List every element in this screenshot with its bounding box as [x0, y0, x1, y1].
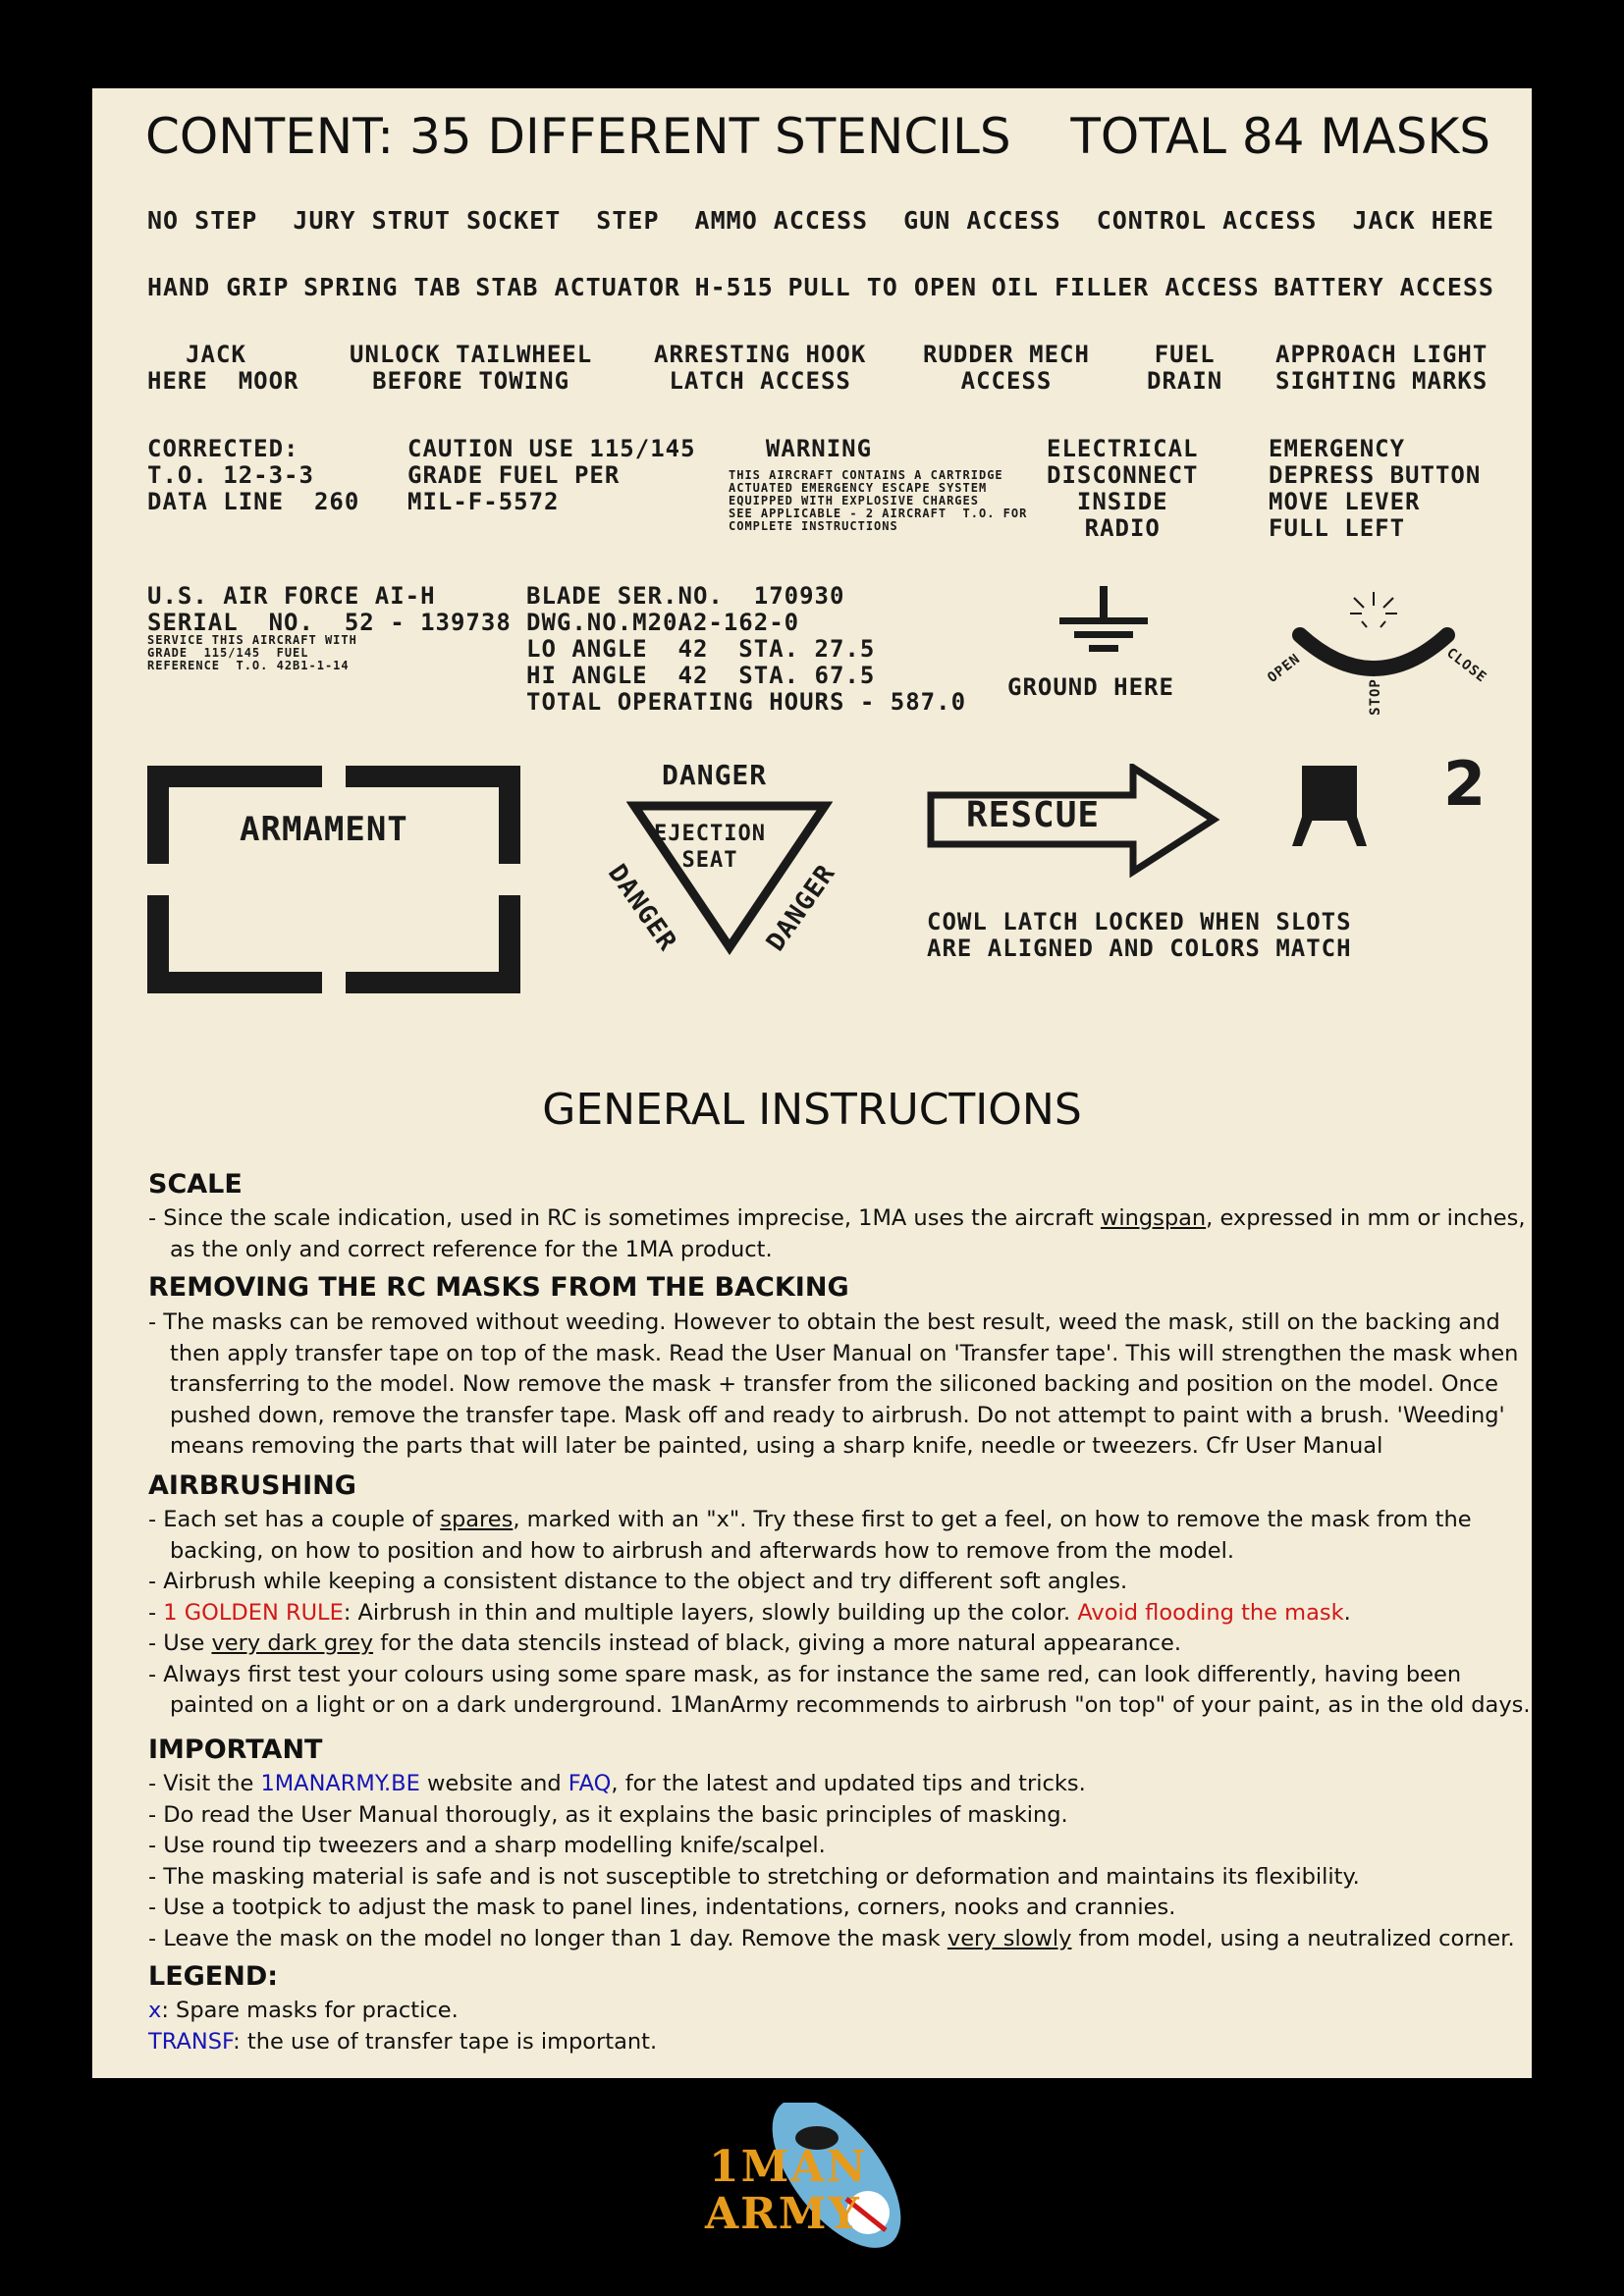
stencil-label: H-515 — [694, 273, 774, 301]
stencil-corrected: CORRECTED: T.O. 12-3-3 DATA LINE 260 — [147, 435, 360, 515]
stencil-danger-left: DANGER — [602, 859, 682, 957]
stencil-caution: CAUTION USE 115/145 GRADE FUEL PER MIL-F-5572 — [407, 435, 696, 515]
stencil-number: 2 — [1443, 748, 1487, 820]
list-item: - Always first test your colours using some spare mask, as for instance the same red, can look differently, having been painted on a light or on a dark underground. 1ManArmy recommends to airbrush "on top" of your paint, as in the old days. — [148, 1661, 1531, 1718]
stencil-rescue: RESCUE — [966, 795, 1101, 835]
stencil-electrical-disconnect: ELECTRICAL DISCONNECT INSIDE RADIO — [1047, 435, 1199, 542]
legend-list — [148, 1996, 1533, 2057]
important-list — [148, 1769, 1533, 1954]
stencil-label: BATTERY ACCESS — [1273, 273, 1494, 301]
stencil-label: NO STEP — [147, 206, 258, 235]
airbrushing-list — [148, 1505, 1533, 1722]
airbrushing-heading: AIRBRUSHING — [148, 1470, 356, 1501]
website-link[interactable]: 1MANARMY.BE — [260, 1771, 420, 1796]
ground-symbol-icon — [1050, 584, 1158, 663]
logo-line-2: ARMY — [705, 2189, 861, 2239]
general-instructions-title: GENERAL INSTRUCTIONS — [542, 1085, 1082, 1135]
list-item: - Use round tip tweezers and a sharp modelling knife/scalpel. — [148, 1833, 826, 1858]
stencil-arresting-hook: ARRESTING HOOK LATCH ACCESS — [654, 341, 867, 395]
stencil-label: SPRING TAB — [303, 273, 461, 301]
stencil-open: OPEN — [1265, 651, 1304, 686]
stencil-danger-top: DANGER — [662, 759, 768, 791]
stencil-label: JACK HERE — [1352, 206, 1494, 235]
legend-heading: LEGEND: — [148, 1961, 279, 1992]
list-item: - Airbrush while keeping a consistent distance to the object and try different soft angles. — [148, 1569, 1128, 1594]
scale-paragraph: - Since the scale indication, used in RC is sometimes imprecise, 1MA uses the aircraft wingspan, expressed in mm or inches, as the only and correct reference for the 1MA product. — [148, 1205, 1526, 1262]
stencil-label: HAND GRIP — [147, 273, 290, 301]
brand-logo — [699, 2103, 935, 2260]
stencil-close: CLOSE — [1443, 645, 1490, 686]
stencil-here-moor: HERE MOOR — [147, 367, 299, 395]
stencil-label: AMMO ACCESS — [694, 206, 869, 235]
list-item: - 1 GOLDEN RULE: Airbrush in thin and multiple layers, slowly building up the color. Avoid flooding the mask. — [148, 1599, 1351, 1626]
stencil-label: STAB ACTUATOR — [475, 273, 680, 301]
stencil-rudder-mech: RUDDER MECH ACCESS — [923, 341, 1090, 395]
list-item: - Do read the User Manual thorougly, as it explains the basic principles of masking. — [148, 1801, 1068, 1828]
stencil-ground-here: GROUND HERE — [1007, 673, 1174, 701]
stencil-label: JURY STRUT SOCKET — [293, 206, 562, 235]
stencil-label: STEP — [596, 206, 660, 235]
stencil-label: OIL FILLER ACCESS — [991, 273, 1260, 301]
stencil-emergency: EMERGENCY DEPRESS BUTTON MOVE LEVER FULL LEFT — [1269, 435, 1482, 542]
stencil-usaf-serial: U.S. AIR FORCE AI-H SERIAL NO. 52 - 139738 — [147, 582, 512, 636]
stencil-warning-body: THIS AIRCRAFT CONTAINS A CARTRIDGE ACTUATED EMERGENCY ESCAPE SYSTEM EQUIPPED WITH EXPLOSIVE CHARGES SEE APPLICABLE - 2 AIRCRAFT T.O. FOR COMPLETE INSTRUCTIONS — [729, 468, 1028, 533]
stencil-usaf-small: SERVICE THIS AIRCRAFT WITH GRADE 115/145 FUEL REFERENCE T.O. 42B1-1-14 — [147, 633, 357, 672]
stencil-label: PULL TO OPEN — [787, 273, 978, 301]
seat-symbol-icon — [1292, 764, 1367, 848]
stencil-jack: JACK — [186, 341, 246, 368]
stencil-label: CONTROL ACCESS — [1096, 206, 1318, 235]
stencil-row-1 — [147, 206, 1494, 235]
list-item: - Each set has a couple of spares, marked with an "x". Try these first to get a feel, on how to remove the mask from the backing, on how to position and how to airbrush and afterwards how to remove from the model. — [148, 1507, 1472, 1564]
list-item: - Use very dark grey for the data stencils instead of black, giving a more natural appearance. — [148, 1630, 1181, 1656]
important-heading: IMPORTANT — [148, 1735, 323, 1765]
stencil-stop: STOP — [1367, 678, 1383, 716]
armament-frame-icon — [147, 766, 520, 993]
stencil-label: GUN ACCESS — [903, 206, 1061, 235]
total-masks-label: TOTAL 84 MASKS — [1070, 108, 1490, 165]
stencil-warning-title: WARNING — [765, 435, 873, 462]
stencil-unlock-tailwheel: UNLOCK TAILWHEEL BEFORE TOWING — [350, 341, 593, 395]
list-item: - Visit the 1MANARMY.BE website and FAQ, for the latest and updated tips and tricks. — [148, 1771, 1086, 1796]
list-item: - Use a tootpick to adjust the mask to panel lines, indentations, corners, nooks and crannies. — [148, 1895, 1176, 1920]
stencil-armament: ARMAMENT — [240, 810, 408, 849]
stencil-cowl-latch: COWL LATCH LOCKED WHEN SLOTS ARE ALIGNED AND COLORS MATCH — [927, 908, 1352, 962]
stencil-danger-right: DANGER — [761, 859, 841, 957]
stencil-approach-light: APPROACH LIGHT SIGHTING MARKS — [1275, 341, 1489, 395]
stencil-fuel-drain: FUEL DRAIN — [1147, 341, 1223, 395]
faq-link[interactable]: FAQ — [568, 1771, 612, 1796]
stencil-ejection-seat: EJECTION SEAT — [654, 822, 766, 873]
legend-item: x: Spare masks for practice. — [148, 1998, 459, 2023]
logo-line-1: 1MAN — [709, 2142, 868, 2192]
stencil-row-2 — [147, 273, 1494, 301]
removing-heading: REMOVING THE RC MASKS FROM THE BACKING — [148, 1272, 849, 1303]
removing-paragraph: - The masks can be removed without weeding. However to obtain the best result, weed the mask, still on the backing and then apply transfer tape on top of the mask. Read the User Manual on 'Transfer tape'. This will strengthen the mask when transferring to the model. Now remove the mask + transfer from the siliconed backing and position on the model. Once pushed down, remove the transfer tape. Mask off and ready to airbrush. Do not attempt to paint with a brush. 'Weeding' means removing the parts that will later be painted, using a sharp knife, needle or tweezers. Cfr User Manual — [148, 1309, 1519, 1459]
content-count-label: CONTENT: 35 DIFFERENT STENCILS — [145, 108, 1011, 165]
list-item: - The masking material is safe and is not susceptible to stretching or deformation and maintains its flexibility. — [148, 1863, 1360, 1890]
stencil-blade-serial: BLADE SER.NO. 170930 DWG.NO.M20A2-162-0 LO ANGLE 42 STA. 27.5 HI ANGLE 42 STA. 67.5 TOTAL OPERATING HOURS - 587.0 — [526, 582, 967, 716]
legend-item: TRANSF: the use of transfer tape is important. — [148, 2028, 658, 2055]
stencil-sheet — [92, 88, 1532, 2078]
scale-heading: SCALE — [148, 1169, 243, 1200]
list-item: - Leave the mask on the model no longer than 1 day. Remove the mask very slowly from model, using a neutralized corner. — [148, 1925, 1515, 1951]
